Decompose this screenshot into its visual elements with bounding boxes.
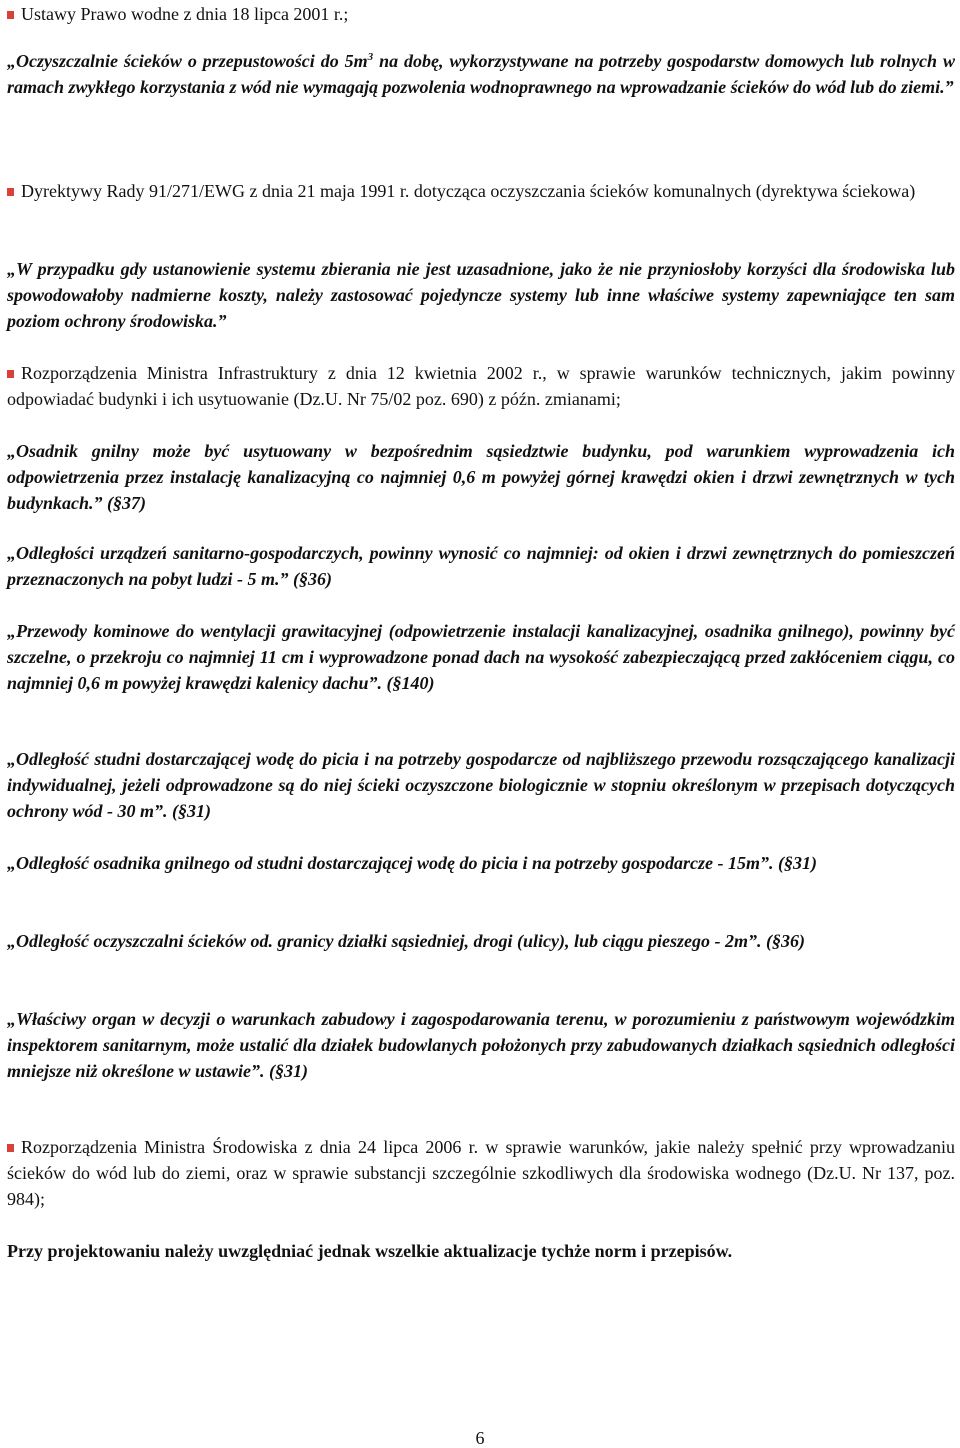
quote-plant-boundary-distance: „Odległość oczyszczalni ścieków od. granicy działki sąsiedniej, drogi (ulicy), lub ciągu pieszego - 2m”. (§36) [7, 931, 805, 951]
quote-authority-decision: „Właściwy organ w decyzji o warunkach zabudowy i zagospodarowania terenu, w porozumieniu z państwowym wojewódzkim inspektorem sanitarnym, może ustalić dla działek budowlanych położonych przy zabudowanych działkach sąsiednich odległości mniejsze niż określone w ustawie”. (§31) [7, 1009, 955, 1081]
quote-septic-well-distance: „Odległość osadnika gnilnego od studni dostarczającej wodę do picia i na potrzeby gospodarcze - 15m”. (§31) [7, 853, 817, 873]
quote-septic-tank-location: „Osadnik gnilny może być usytuowany w bezpośrednim sąsiedztwie budynku, pod warunkiem wyprowadzenia ich odpowietrzenia przez instalację kanalizacyjną co najmniej 0,6 m powyżej górnej krawędzi okien i drzwi zewnętrznych w tych budynkach.” (§37) [7, 441, 955, 513]
bullet-icon [7, 11, 14, 19]
bullet-icon [7, 188, 14, 196]
reference-infrastructure-regulation: Rozporządzenia Ministra Infrastruktury z dnia 12 kwietnia 2002 r., w sprawie warunków technicznych, jakim powinny odpowiadać budynki i ich usytuowanie (Dz.U. Nr 75/02 poz. 690) z późn. zmianami; [7, 363, 955, 409]
page-number: 6 [475, 1428, 485, 1448]
quote-individual-systems: „W przypadku gdy ustanowienie systemu zbierania nie jest uzasadnione, jako że nie przyniosłoby korzyści dla środowiska lub spowodowałoby nadmierne koszty, należy zastosować pojedyncze systemy lub inne właściwe systemy zapewniające ten sam poziom ochrony środowiska.” [7, 259, 955, 331]
bullet-icon [7, 1144, 14, 1152]
bullet-icon [7, 370, 14, 378]
closing-note: Przy projektowaniu należy uwzględniać jednak wszelkie aktualizacje tychże norm i przepisów. [7, 1241, 733, 1261]
quote-well-distance: „Odległość studni dostarczającej wodę do picia i na potrzeby gospodarcze od najbliższego przewodu rozsączającego kanalizacji indywidualnej, jeżeli odprowadzone są do niej ścieki oczyszczone biologicznie w stopniu określonym w przepisach dotyczących ochrony wód - 30 m”. (§31) [7, 749, 955, 821]
quote-treatment-plants: „Oczyszczalnie ścieków o przepustowości do $5m^3$ na dobę, wykorzystywane na potrzeby gospodarstw domowych lub rolnych w ramach zwykłego korzystania z wód nie wymagają pozwolenia wodnoprawnego na wprowadzanie ścieków do wód lub do ziemi.” [7, 51, 955, 97]
quote-chimney-ducts: „Przewody kominowe do wentylacji grawitacyjnej (odpowietrzenie instalacji kanalizacyjnej, osadnika gnilnego), powinny być szczelne, o przekroju co najmniej 11 cm i wyprowadzone ponad dach na wysokość zabezpieczającą przed zakłóceniem ciągu, co najmniej 0,6 m powyżej krawędzi kalenicy dachu”. (§140) [7, 621, 955, 693]
quote-sanitary-distances: „Odległości urządzeń sanitarno-gospodarczych, powinny wynosić co najmniej: od okien i drzwi zewnętrznych do pomieszczeń przeznaczonych na pobyt ludzi - 5 m.” (§36) [7, 543, 955, 589]
reference-environment-regulation: Rozporządzenia Ministra Środowiska z dnia 24 lipca 2006 r. w sprawie warunków, jakie należy spełnić przy wprowadzaniu ścieków do wód lub do ziemi, oraz w sprawie substancji szczególnie szkodliwych dla środowiska wodnego (Dz.U. Nr 137, poz. 984); [7, 1137, 955, 1209]
reference-eu-directive: Dyrektywy Rady 91/271/EWG z dnia 21 maja 1991 r. dotycząca oczyszczania ścieków komunalnych (dyrektywa ściekowa) [7, 178, 955, 204]
reference-water-law: Ustawy Prawo wodne z dnia 18 lipca 2001 r.; [7, 1, 955, 27]
